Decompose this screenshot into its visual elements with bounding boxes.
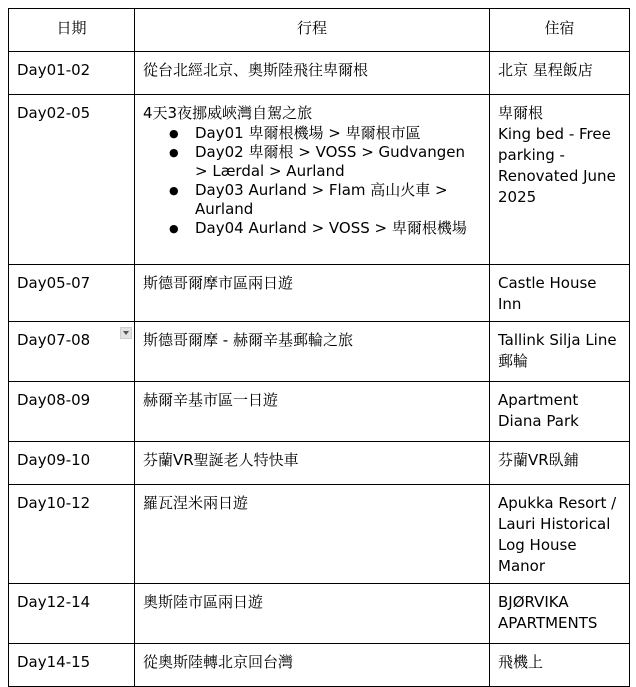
table-row [9,95,630,265]
lodging-cell[interactable] [490,322,630,382]
date-cell[interactable]: Day09-10 [9,442,135,485]
lodging-line: 芬蘭VR臥鋪 [498,451,579,469]
date-cell[interactable]: Day01-02 [9,52,135,95]
lodging-line: 北京 星程飯店 [498,61,593,79]
itinerary-cell[interactable]: 奧斯陸市區兩日遊 [135,584,490,644]
date-cell[interactable]: Day12-14 [9,584,135,644]
lodging-line: 飛機上 [498,653,544,671]
lodging-cell[interactable] [490,95,630,265]
list-item: ● Day01 卑爾根機場 > 卑爾根市區 [195,124,481,143]
table-row [9,265,630,322]
itinerary-cell[interactable]: 赫爾辛基市區一日遊 [135,382,490,442]
lodging-cell[interactable] [490,485,630,584]
date-text: Day07-08 [17,331,91,349]
itinerary-cell[interactable] [135,95,490,265]
list-item: ● Day03 Aurland > Flam 高山火車 > Aurland [195,181,481,219]
lodging-cell[interactable] [490,382,630,442]
itinerary-cell[interactable]: 從奧斯陸轉北京回台灣 [135,644,490,687]
itinerary-cell[interactable]: 斯德哥爾摩市區兩日遊 [135,265,490,322]
itinerary-cell[interactable]: 羅瓦涅米兩日遊 [135,485,490,584]
date-cell[interactable]: Day08-09 [9,382,135,442]
date-cell[interactable]: Day02-05 [9,95,135,265]
table-row [9,322,630,382]
lodging-cell[interactable] [490,442,630,485]
header-itinerary: 行程 [135,9,490,52]
table-row [9,52,630,95]
lodging-cell[interactable] [490,265,630,322]
header-lodging: 住宿 [490,9,630,52]
day-list [143,124,481,238]
lodging-line: Apartment Diana Park [498,391,579,430]
itinerary-cell[interactable]: 從台北經北京、奧斯陸飛往卑爾根 [135,52,490,95]
itinerary-cell[interactable]: 芬蘭VR聖誕老人特快車 [135,442,490,485]
lodging-line: King bed - Free parking - Renovated June 2025 [498,125,616,206]
header-date: 日期 [9,9,135,52]
date-cell[interactable]: Day10-12 [9,485,135,584]
lodging-cell[interactable] [490,52,630,95]
list-item: ● Day02 卑爾根 > VOSS > Gudvangen > Lærdal > Aurland [195,143,481,181]
date-cell[interactable] [9,322,135,382]
date-cell[interactable]: Day14-15 [9,644,135,687]
table-row [9,584,630,644]
lodging-cell[interactable] [490,584,630,644]
lodging-cell[interactable] [490,644,630,687]
lodging-line: BJØRVIKA APARTMENTS [498,593,598,632]
list-item: ● Day04 Aurland > VOSS > 卑爾根機場 [195,219,481,238]
table-row [9,485,630,584]
itinerary-cell[interactable]: 斯德哥爾摩 - 赫爾辛基郵輪之旅 [135,322,490,382]
itinerary-table [8,8,630,687]
lodging-line: Tallink Silja Line 郵輪 [498,331,617,370]
lodging-line: Apukka Resort / Lauri Historical Log House Manor [498,494,617,575]
itinerary-title: 4天3夜挪威峽灣自駕之旅 [143,104,313,122]
date-cell[interactable]: Day05-07 [9,265,135,322]
table-row [9,442,630,485]
lodging-line: Castle House Inn [498,274,597,313]
header-row [9,9,630,52]
table-row [9,382,630,442]
table-row [9,644,630,687]
dropdown-arrow-icon[interactable] [120,327,132,339]
lodging-line: 卑爾根 [498,104,544,122]
